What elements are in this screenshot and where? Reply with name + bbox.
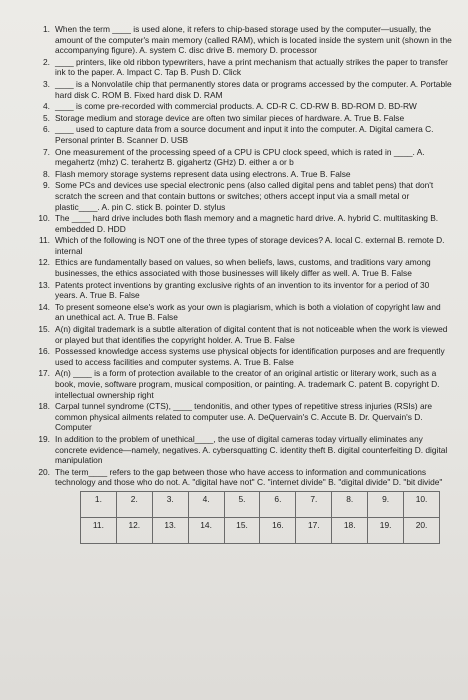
question-number: 3. [43, 78, 50, 89]
question-text: A(n) ____ is a form of protection available to the creator of an original artistic or literary work, such as a book, movie, software program, musical composition, or painting. A. trademark C. patent B. copyright D. intellectual ownership right [55, 368, 440, 400]
question-number: 8. [43, 168, 50, 179]
question-text: ____ is a Nonvolatile chip that permanently stores data or programs accessed by the computer. A. Portable hard disk C. ROM B. Fixed hard disk D. RAM [55, 78, 452, 100]
answer-cell[interactable]: 14. [188, 517, 224, 543]
question-text: Ethics are fundamentally based on values, so when beliefs, laws, customs, and traditions vary among businesses, the ethics associated with those businesses will likely differ as well. A. True B. False [55, 257, 431, 279]
question-item [30, 169, 452, 180]
question-number: 6. [43, 124, 50, 135]
answer-cell[interactable]: 16. [260, 517, 296, 543]
question-text: Possessed knowledge access systems use physical objects for identification purposes and are frequently used to access facilities and computer systems. A. True B. False [55, 346, 445, 367]
question-number: 12. [38, 257, 50, 268]
answer-cell[interactable]: 19. [368, 517, 404, 543]
question-number: 2. [43, 56, 50, 67]
question-number: 19. [38, 433, 50, 444]
question-text: To present someone else's work as your own is plagiarism, which is both a violation of copyright law and an unethical act. A. True B. False [55, 301, 441, 323]
answer-cell[interactable]: 2. [116, 491, 152, 517]
question-item [30, 257, 452, 278]
answer-cell[interactable]: 6. [260, 491, 296, 517]
question-item [30, 302, 452, 323]
question-item [30, 434, 452, 466]
question-number: 20. [38, 466, 50, 477]
question-number: 15. [38, 324, 50, 335]
question-item [30, 24, 452, 56]
question-item [30, 346, 452, 367]
question-text: A(n) digital trademark is a subtle alteration of digital content that is not noticeable when the work is viewed or played but that identifies the copyright holder. A. True B. False [55, 324, 448, 345]
question-item [30, 213, 452, 234]
answer-grid-row [81, 517, 440, 543]
question-text: When the term ____ is used alone, it refers to chip-based storage used by the computer—usually, the amount of the computer's main memory (called RAM), which is located inside the system unit (shown in the accompanying figure). A. system C. disc drive B. memory D. processor [55, 24, 452, 56]
question-text: ____ used to capture data from a source document and input it into the computer. A. Digital camera C. Personal printer B. Scanner D. USB [55, 124, 434, 145]
question-text: ____ is come pre-recorded with commercial products. A. CD-R C. CD-RW B. BD-ROM D. BD-RW [55, 101, 417, 112]
question-number: 9. [43, 180, 50, 191]
question-text: Patents protect inventions by granting exclusive rights of an invention to its inventor for a period of 30 years. A. True B. False [55, 279, 430, 301]
answer-cell[interactable]: 1. [81, 491, 117, 517]
answer-grid [80, 491, 440, 544]
question-number: 11. [38, 235, 50, 246]
answer-cell[interactable]: 10. [404, 491, 440, 517]
answer-cell[interactable]: 17. [296, 517, 332, 543]
question-text: Flash memory storage systems represent data using electrons. A. True B. False [55, 168, 351, 179]
question-number: 10. [38, 213, 50, 224]
answer-cell[interactable]: 13. [152, 517, 188, 543]
question-text: Carpal tunnel syndrome (CTS), ____ tendonitis, and other types of repetitive stress injuries (RSIs) are common physical ailments related to computer use. A. DeQuervain's C. Accute B. Dr. Quervain's D. Computer [55, 401, 433, 433]
question-text: One measurement of the processing speed of a CPU is CPU clock speed, which is rated in ____. A. megahertz (mhz) C. terahertz B. gigahertz (GHz) D. either a or b [55, 146, 425, 168]
question-number: 7. [43, 146, 50, 157]
question-number: 18. [38, 401, 50, 412]
question-number: 17. [38, 368, 50, 379]
question-number: 5. [43, 112, 50, 123]
question-item [30, 324, 452, 345]
answer-cell[interactable]: 5. [224, 491, 260, 517]
question-item [30, 79, 452, 100]
question-text: The term____ refers to the gap between those who have access to information and communications technology and those who do not. A. "digital have not" C. "internet divide" B. "digital divide" D. "bit divide" [55, 466, 443, 488]
question-text: Some PCs and devices use special electronic pens (also called digital pens and tablet pens) that don't scratch the screen and that contain buttons or switches; others accept input via a small metal or plastic____. A. pin C. stick B. pointer D. stylus [55, 180, 434, 212]
question-item [30, 124, 452, 145]
question-text: The ____ hard drive includes both flash memory and a magnetic hard drive. A. hybrid C. multitasking B. embedded D. HDD [55, 213, 439, 234]
question-number: 1. [43, 24, 50, 34]
question-item [30, 113, 452, 124]
question-item [30, 401, 452, 433]
answer-cell[interactable]: 11. [81, 517, 117, 543]
question-number: 16. [38, 346, 50, 357]
answer-cell[interactable]: 15. [224, 517, 260, 543]
question-number: 4. [43, 101, 50, 112]
question-item [30, 57, 452, 78]
answer-grid-row [81, 491, 440, 517]
question-item [30, 368, 452, 400]
answer-cell[interactable]: 9. [368, 491, 404, 517]
answer-cell[interactable]: 8. [332, 491, 368, 517]
question-text: Storage medium and storage device are often two similar pieces of hardware. A. True B. False [55, 112, 405, 123]
question-item [30, 180, 452, 212]
answer-cell[interactable]: 7. [296, 491, 332, 517]
question-item [30, 280, 452, 301]
answer-cell[interactable]: 18. [332, 517, 368, 543]
question-text: Which of the following is NOT one of the three types of storage devices? A. local C. external B. remote D. internal [55, 235, 445, 256]
question-item [30, 101, 452, 112]
answer-cell[interactable]: 3. [152, 491, 188, 517]
answer-cell[interactable]: 4. [188, 491, 224, 517]
question-item [30, 147, 452, 168]
question-number: 14. [38, 301, 50, 312]
question-item [30, 467, 452, 488]
answer-cell[interactable]: 20. [404, 517, 440, 543]
question-list [30, 24, 452, 488]
question-text: In addition to the problem of unethical____, the use of digital cameras today virtually eliminates any concrete evidence—namely, negatives. A. cybersquatting C. identity theft B. digital counterfeiting D. digital manipulation [55, 433, 448, 466]
answer-cell[interactable]: 12. [116, 517, 152, 543]
question-number: 13. [38, 279, 50, 290]
question-item [30, 235, 452, 256]
question-text: ____ printers, like old ribbon typewriters, have a print mechanism that actually strikes the paper to transfer ink to the paper. A. Impact C. Tap B. Push D. Click [55, 56, 448, 78]
